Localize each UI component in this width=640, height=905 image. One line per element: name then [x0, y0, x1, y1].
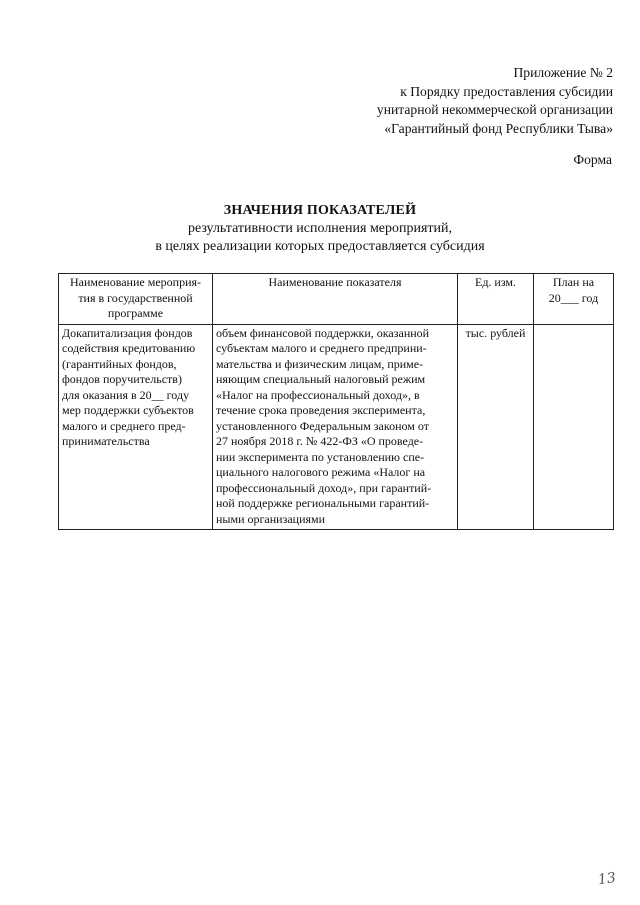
header-event-name	[59, 274, 213, 325]
cell-line: субъектам малого и среднего предприни-	[216, 341, 427, 355]
cell-line: 27 ноября 2018 г. № 422-ФЗ «О проведе-	[216, 434, 424, 448]
cell-event	[59, 324, 213, 530]
header-text: Наименование показателя	[268, 275, 402, 289]
cell-line: принимательства	[62, 434, 150, 448]
cell-line: Докапитализация фондов	[62, 325, 193, 340]
cell-line: нии эксперимента по установлению спе-	[216, 449, 425, 464]
header-text: Наименование мероприя-	[69, 275, 202, 289]
cell-line: (гарантийных фондов,	[62, 356, 177, 371]
header-text: тия в государственной	[78, 290, 193, 305]
cell-line: установленного Федеральным законом от	[216, 418, 429, 433]
page-number-mark: 13	[597, 869, 618, 889]
title-subtitle-line: в целях реализации которых предоставляется субсидия	[155, 239, 485, 254]
appendix-line: к Порядку предоставления субсидии	[400, 83, 613, 99]
appendix-title: Приложение № 2	[513, 65, 613, 80]
cell-line: ными организациями	[216, 511, 326, 526]
cell-indicator	[213, 324, 458, 530]
form-label: Форма	[573, 152, 612, 167]
title-main: ЗНАЧЕНИЯ ПОКАЗАТЕЛЕЙ	[223, 203, 417, 218]
cell-line: фондов поручительств)	[62, 372, 182, 386]
cell-line: ной поддержке региональными гарантий-	[216, 496, 430, 510]
header-text: 20___ год	[548, 290, 599, 305]
header-indicator-name	[213, 274, 458, 325]
title-subtitle-line: результативности исполнения мероприятий,	[187, 221, 453, 236]
appendix-line: «Гарантийный фонд Республики Тыва»	[384, 120, 613, 136]
appendix-line: унитарной некоммерческой организации	[376, 102, 613, 117]
cell-plan	[534, 324, 614, 530]
cell-line: профессиональный доход», при гарантий-	[216, 480, 432, 495]
header-text: Ед. изм.	[474, 275, 517, 289]
table-row	[59, 324, 614, 530]
header-text: программе	[107, 306, 164, 320]
cell-line: содействия кредитованию	[62, 341, 196, 355]
cell-line: для оказания в 20__ году	[62, 387, 190, 402]
header-plan	[534, 274, 614, 325]
table-header-row	[59, 274, 614, 325]
cell-line: мер поддержки субъектов	[62, 403, 194, 417]
cell-line: мательства и физическим лицам, приме-	[216, 356, 424, 371]
cell-line: малого и среднего пред-	[62, 418, 186, 433]
cell-unit: тыс. рублей	[458, 324, 534, 530]
header-unit	[458, 274, 534, 325]
cell-line: объем финансовой поддержки, оказанной	[216, 325, 430, 340]
header-text: План на	[552, 275, 595, 289]
cell-line: циального налогового режима «Налог на	[216, 465, 426, 479]
cell-line: течение срока проведения эксперимента,	[216, 403, 426, 417]
indicators-table	[58, 273, 614, 530]
cell-line: «Налог на профессиональный доход», в	[216, 387, 420, 402]
document-title	[0, 202, 640, 256]
cell-line: няющим специальный налоговый режим	[216, 372, 426, 386]
appendix-header	[377, 64, 613, 138]
